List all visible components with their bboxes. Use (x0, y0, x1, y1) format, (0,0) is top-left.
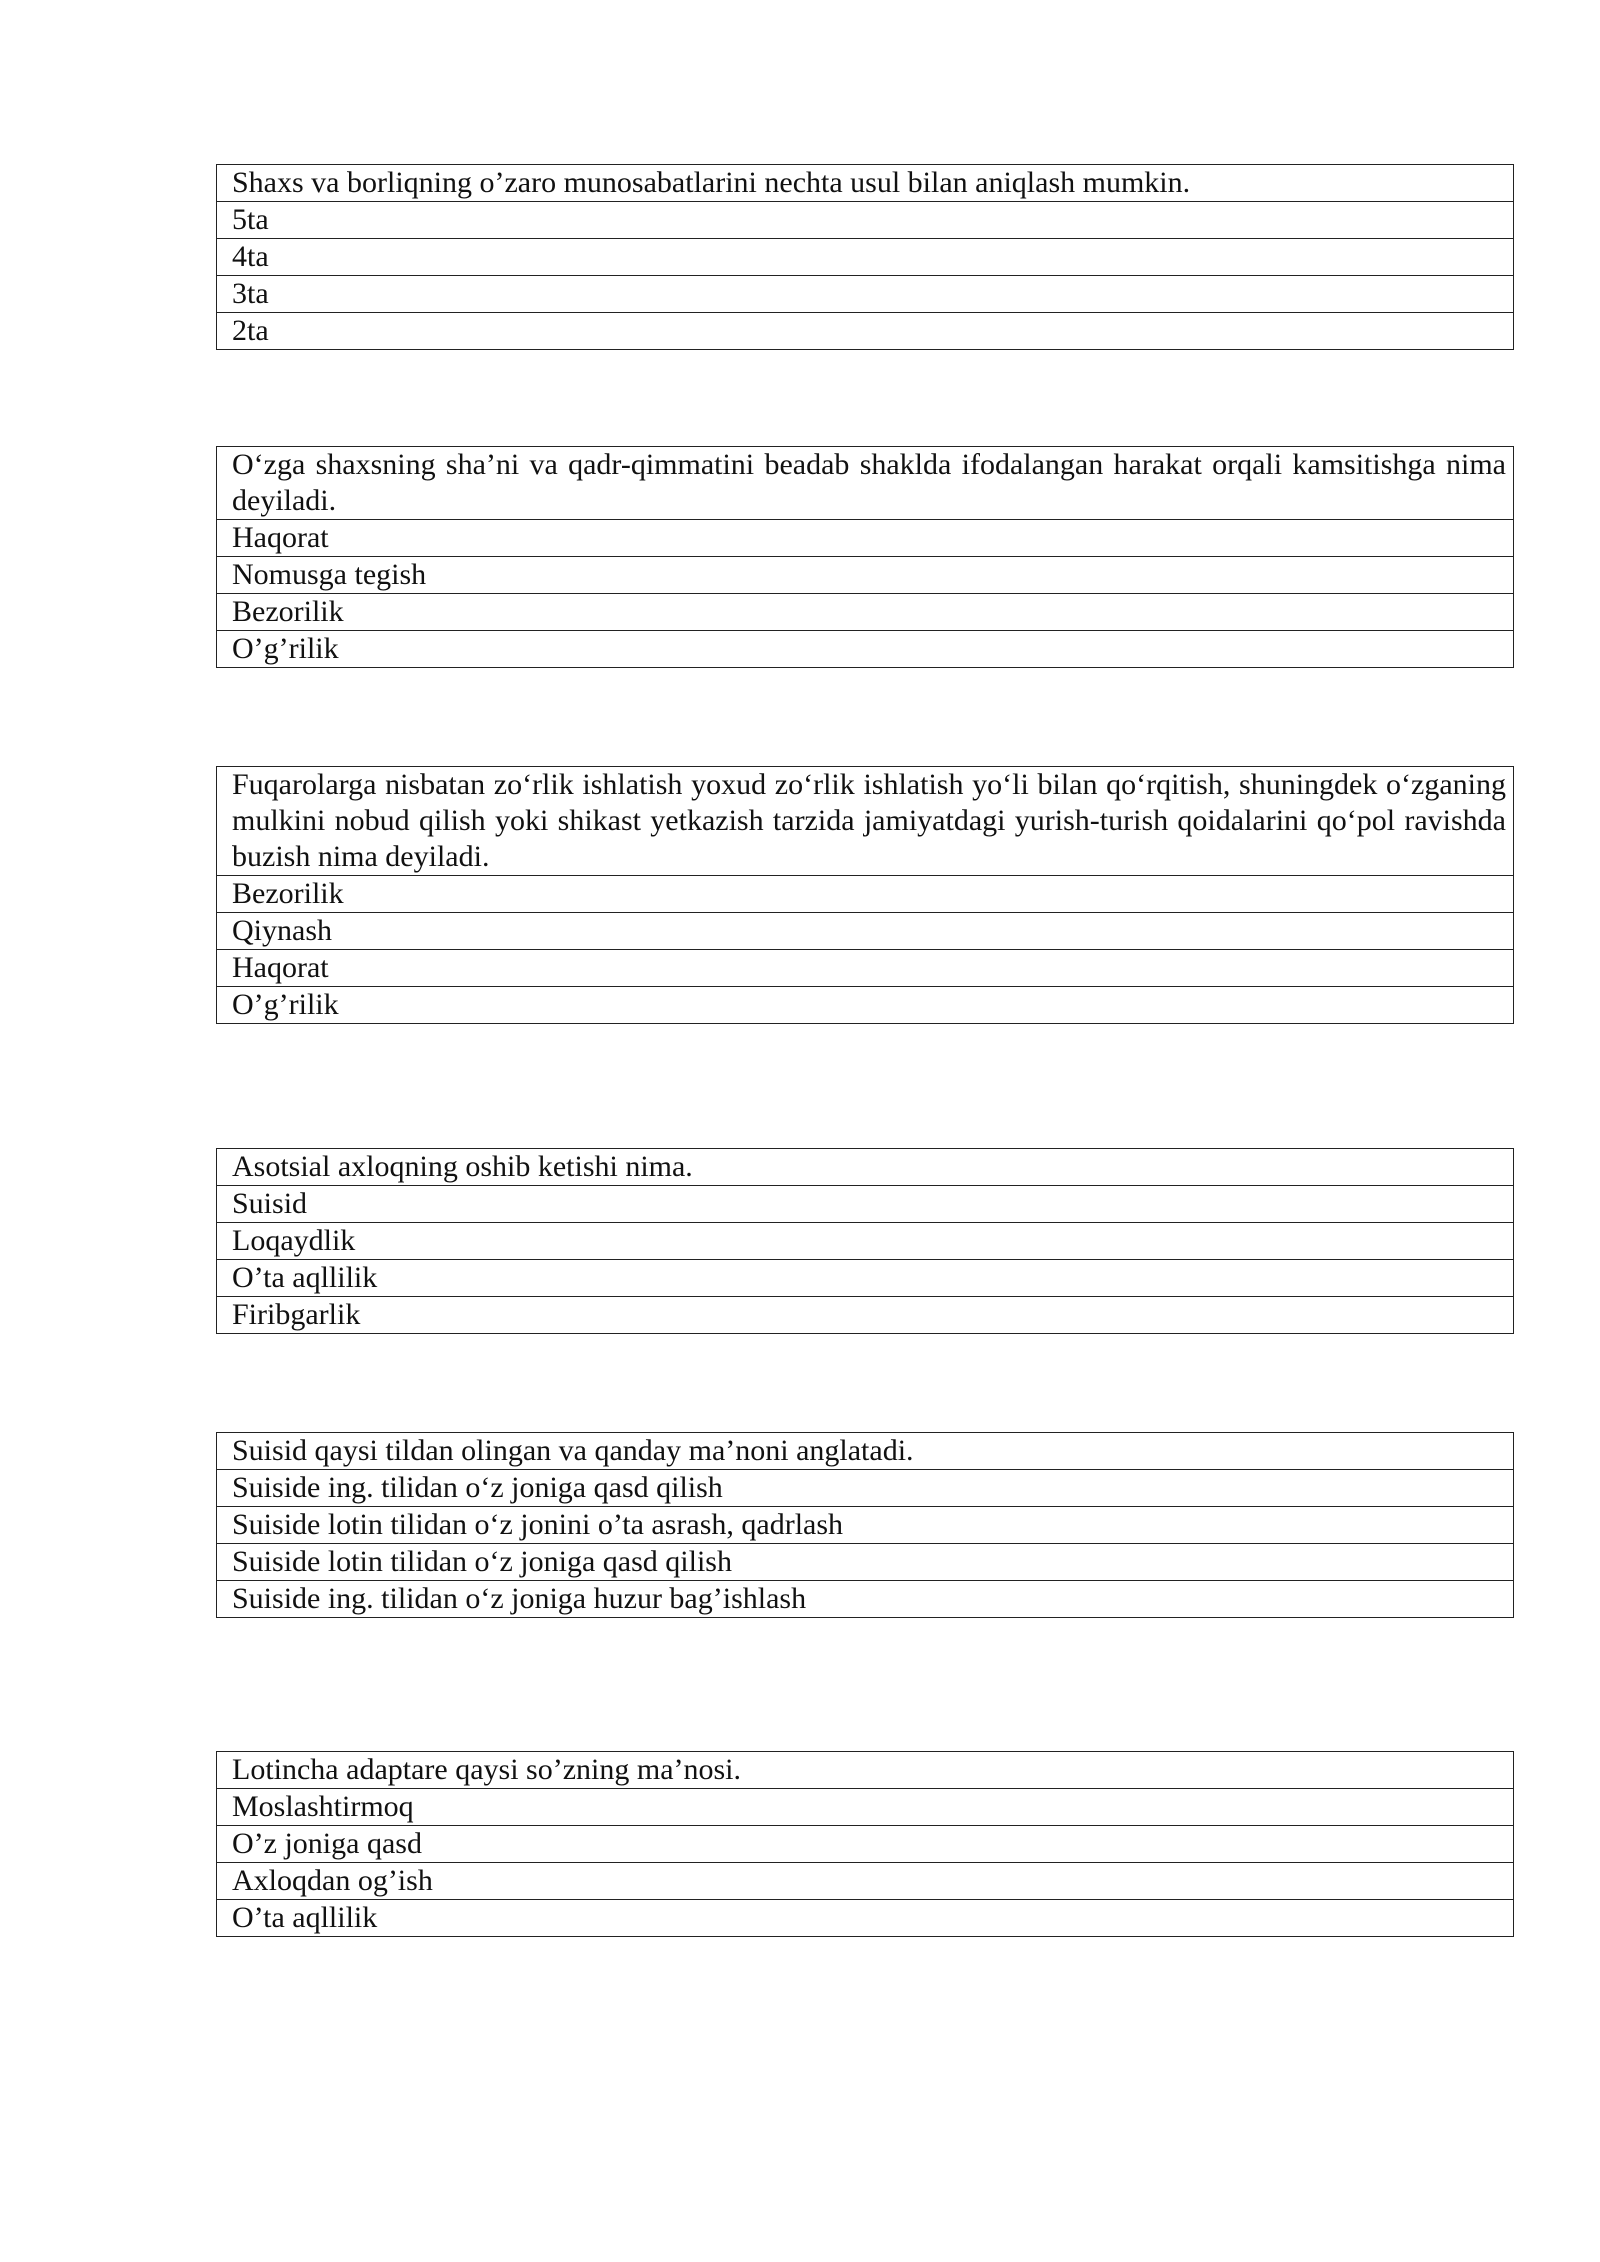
answer-option: Qiynash (217, 913, 1514, 950)
question-text: Shaxs va borliqning o’zaro munosabatlarini nechta usul bilan aniqlash mumkin. (217, 165, 1514, 202)
answer-option: Moslashtirmoq (217, 1789, 1514, 1826)
question-text: Lotincha adaptare qaysi so’zning ma’nosi. (217, 1752, 1514, 1789)
answer-option: Haqorat (217, 520, 1514, 557)
answer-option: Nomusga tegish (217, 557, 1514, 594)
answer-option: O’ta aqllilik (217, 1900, 1514, 1937)
question-table-5 (216, 1432, 1514, 1618)
answer-option: O’ta aqllilik (217, 1260, 1514, 1297)
answer-option: Firibgarlik (217, 1297, 1514, 1334)
answer-option: O’g’rilik (217, 631, 1514, 668)
answer-option: 2ta (217, 313, 1514, 350)
answer-option: 4ta (217, 239, 1514, 276)
question-text: Suisid qaysi tildan olingan va qanday ma’noni anglatadi. (217, 1433, 1514, 1470)
answer-option: 5ta (217, 202, 1514, 239)
answer-option: Suiside ing. tilidan o‘z joniga huzur bag’ishlash (217, 1581, 1514, 1618)
answer-option: O’z joniga qasd (217, 1826, 1514, 1863)
question-text: Asotsial axloqning oshib ketishi nima. (217, 1149, 1514, 1186)
answer-option: 3ta (217, 276, 1514, 313)
question-table-4 (216, 1148, 1514, 1334)
question-table-2 (216, 446, 1514, 668)
answer-option: Suiside lotin tilidan o‘z joniga qasd qilish (217, 1544, 1514, 1581)
answer-option: Loqaydlik (217, 1223, 1514, 1260)
question-text: O‘zga shaxsning sha’ni va qadr-qimmatini beadab shaklda ifodalangan harakat orqali kamsitishga nima deyiladi. (217, 447, 1514, 520)
answer-option: Axloqdan og’ish (217, 1863, 1514, 1900)
question-table-6 (216, 1751, 1514, 1937)
question-text: Fuqarolarga nisbatan zo‘rlik ishlatish yoxud zo‘rlik ishlatish yo‘li bilan qo‘rqitish, shuningdek o‘zganing mulkini nobud qilish yoki shikast yetkazish tarzida jamiyatdagi yurish-turish qoidalarini qo‘pol ravishda buzish nima deyiladi. (217, 767, 1514, 876)
answer-option: Suiside lotin tilidan o‘z jonini o’ta asrash, qadrlash (217, 1507, 1514, 1544)
answer-option: Haqorat (217, 950, 1514, 987)
answer-option: O’g’rilik (217, 987, 1514, 1024)
answer-option: Suiside ing. tilidan o‘z joniga qasd qilish (217, 1470, 1514, 1507)
question-table-1 (216, 164, 1514, 350)
answer-option: Suisid (217, 1186, 1514, 1223)
question-table-3 (216, 766, 1514, 1024)
answer-option: Bezorilik (217, 594, 1514, 631)
answer-option: Bezorilik (217, 876, 1514, 913)
